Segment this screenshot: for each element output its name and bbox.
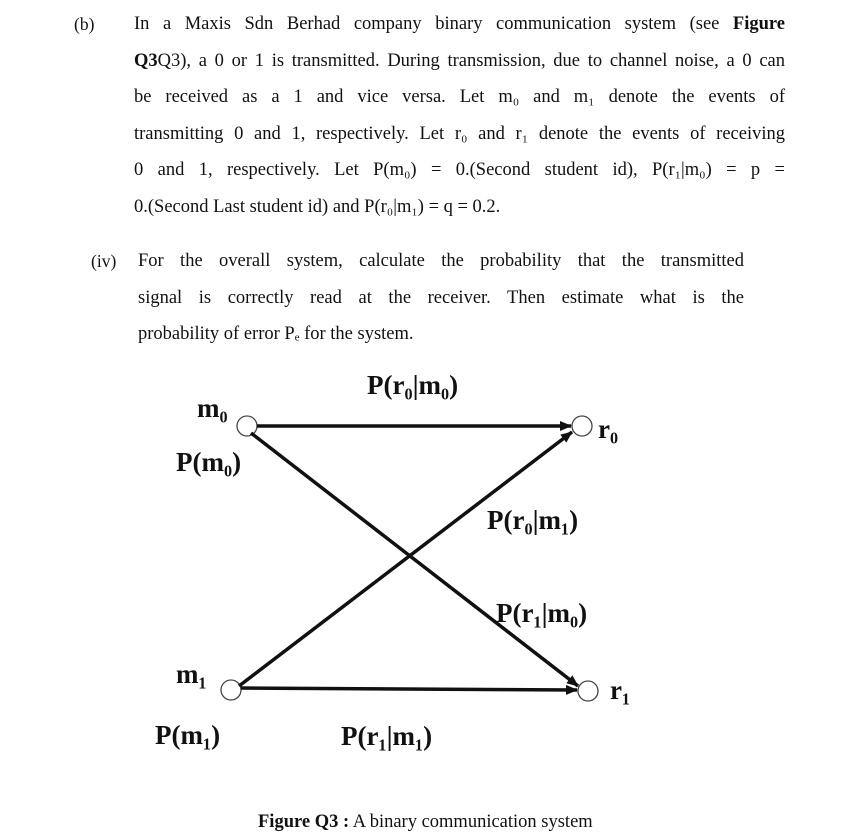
label-p-m1: P(m₁) — [155, 720, 221, 750]
node-r1 — [578, 681, 598, 701]
figure-ref: Figure — [732, 14, 785, 34]
node-m0 — [237, 416, 257, 436]
edge-m1-r0 — [239, 432, 572, 686]
caption-label: Figure Q3 : — [258, 812, 350, 832]
label-m0: m₀ — [197, 393, 228, 423]
label-p-r0-m1: P(r₀|m₁) — [487, 505, 579, 535]
label-r0: r₀ — [598, 414, 619, 444]
edge-m1-r1 — [241, 688, 577, 690]
part-label: (b) — [74, 14, 95, 34]
question-line-5: 0 and 1, respectively. Let P(m₀) = 0.(Second student id), P(r₁|m₀) = p = — [134, 160, 785, 180]
caption-text: A binary communication system — [349, 812, 593, 832]
label-p-r1-m1: P(r₁|m₁) — [341, 721, 433, 751]
question-line-2: Q3Q3), a 0 or 1 is transmitted. During transmission, due to channel noise, a 0 can — [134, 50, 785, 71]
subquestion-label: (iv) — [91, 251, 117, 271]
question-line-1: In a Maxis Sdn Berhad company binary communication system (see Figure — [134, 14, 785, 34]
label-m1: m₁ — [176, 659, 207, 689]
figure-ref-num: Q3 — [134, 50, 158, 71]
label-r1: r₁ — [610, 675, 631, 705]
edge-m0-r1 — [251, 433, 578, 686]
label-p-r1-m0: P(r₁|m₀) — [496, 598, 588, 628]
subquestion-line-2: signal is correctly read at the receiver. Then estimate what is the — [138, 287, 744, 308]
figure-caption — [258, 812, 593, 833]
subquestion-line-3: probability of error Pₑ for the system. — [138, 324, 414, 344]
question-line-4: transmitting 0 and 1, respectively. Let r₀ and r₁ denote the events of receiving — [134, 123, 785, 144]
subquestion-line-1: For the overall system, calculate the probability that the transmitted — [138, 251, 744, 271]
label-p-r0-m0: P(r₀|m₀) — [367, 370, 459, 400]
node-m1 — [221, 680, 241, 700]
question-line-6: 0.(Second Last student id) and P(r₀|m₁) = q = 0.2. — [134, 196, 501, 217]
label-p-m0: P(m₀) — [176, 447, 242, 477]
node-r0 — [572, 416, 592, 436]
question-line-3: be received as a 1 and vice versa. Let m₀ and m₁ denote the events of — [134, 87, 785, 107]
